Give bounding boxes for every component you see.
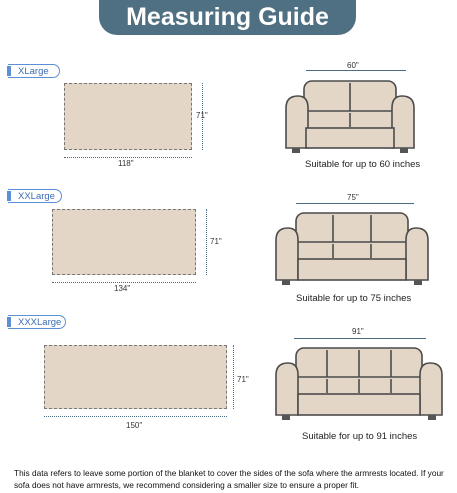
size-tag-xxlarge: XXLarge [8,189,62,203]
sofa-three-seat-icon [272,210,432,286]
page-title: Measuring Guide [99,0,356,35]
sofa-width-line-xlarge [306,70,406,71]
height-label-xxlarge: 71" [210,237,222,246]
sofa-width-line-xxlarge [296,203,414,204]
blanket-xxlarge [52,209,196,275]
sofa-width-line-xxxlarge [294,338,426,339]
caption-xxlarge: Suitable for up to 75 inches [296,293,412,304]
size-tag-xxxlarge: XXXLarge [8,315,66,329]
width-guide-xxlarge [52,282,196,283]
size-tag-xlarge: XLarge [8,64,60,78]
height-guide-xxlarge [206,209,207,275]
sofa-four-seat-icon [272,345,446,421]
sofa-two-seat-icon [282,78,418,154]
blanket-xlarge [64,83,192,150]
caption-xxxlarge: Suitable for up to 91 inches [302,431,418,442]
width-label-xlarge: 118" [118,159,134,168]
sofa-width-label-xxxlarge: 91" [352,327,364,336]
blanket-xxxlarge [44,345,227,409]
sofa-width-label-xlarge: 60" [347,61,359,70]
footnote: This data refers to leave some portion of the blanket to cover the sides of the sofa where the armrests located. If your sofa does not have armrests, we recommend considering a smaller size to ensure a proper fit. [14,468,444,490]
sofa-width-label-xxlarge: 75" [347,193,359,202]
height-guide-xxxlarge [233,345,234,409]
width-guide-xlarge [64,157,192,158]
height-label-xxxlarge: 71" [237,375,249,384]
width-guide-xxxlarge [44,416,227,417]
width-label-xxlarge: 134" [114,284,131,293]
height-label-xlarge: 71" [196,111,208,120]
width-label-xxxlarge: 150" [126,421,143,430]
caption-xlarge: Suitable for up to 60 inches [305,159,421,170]
